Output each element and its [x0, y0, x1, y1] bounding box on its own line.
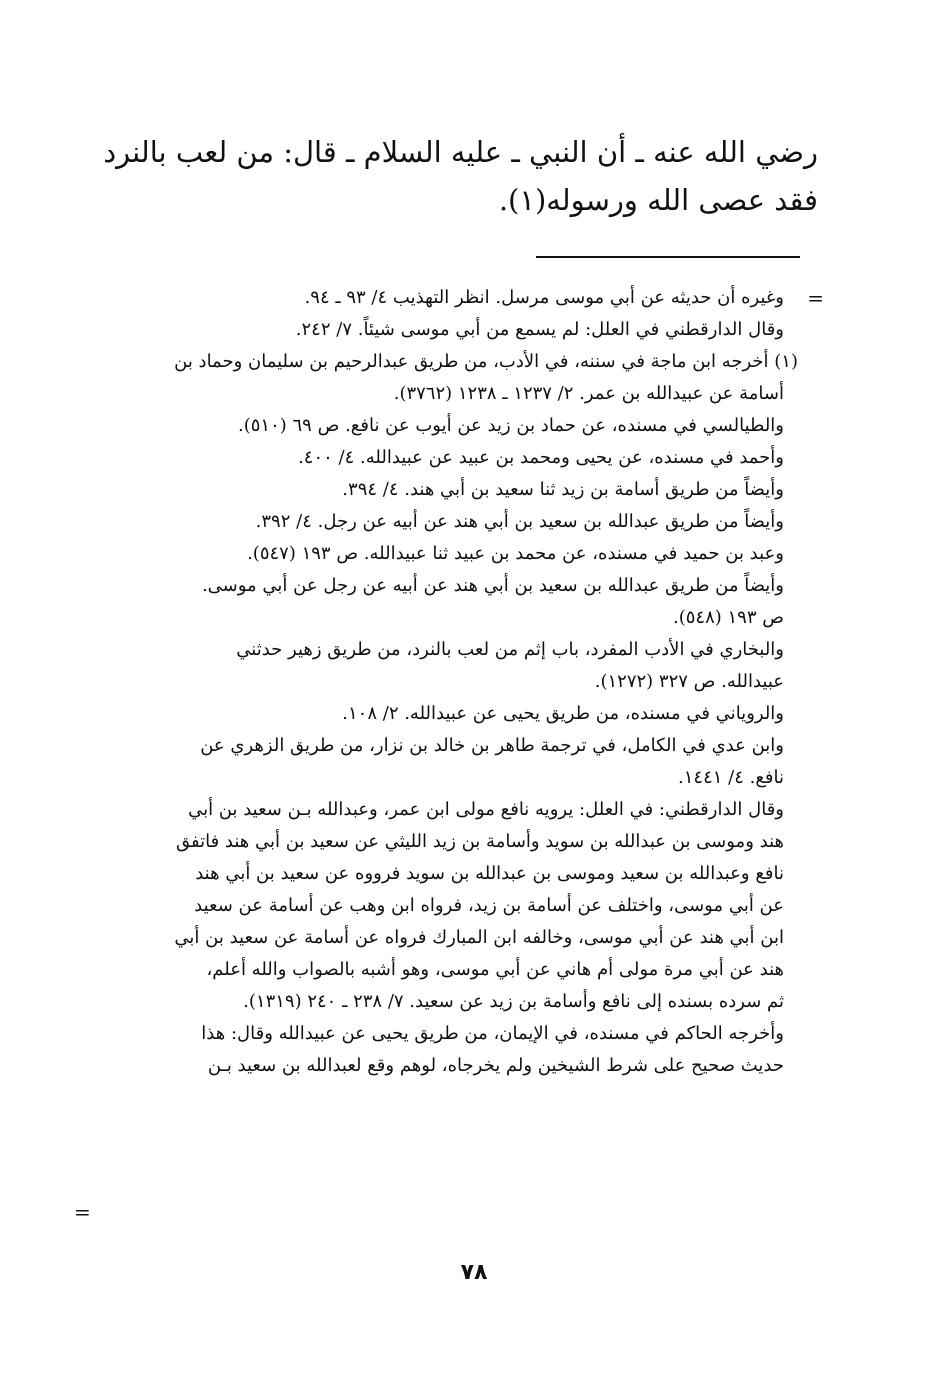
continuation-mark: = — [807, 286, 824, 310]
footnote-line: ثم سرده بسنده إلى نافع وأسامة بن زيد عن سعيد. ٧/ ٢٣٨ ـ ٢٤٠ (١٣١٩). — [243, 991, 784, 1012]
footnote-line: وغيره أن حديثه عن أبي موسى مرسل. انظر التهذيب ٤/ ٩٣ ـ ٩٤. — [304, 287, 784, 308]
trailing-continuation-mark: = — [74, 1200, 91, 1224]
footnote-line: حديث صحيح على شرط الشيخين ولم يخرجاه، لوهم وقع لعبدالله بن سعيد بـن — [207, 1055, 784, 1076]
footnote-line: والطيالسي في مسنده، عن حماد بن زيد عن أيوب عن نافع. ص ٦٩ (٥١٠). — [238, 415, 784, 436]
footnote-line: وقال الدارقطني: في العلل: يرويه نافع مولى ابن عمر، وعبدالله بـن سعيد بن أبي — [188, 799, 784, 820]
footnote-divider — [536, 256, 800, 258]
footnote-line: وأيضاً من طريق عبدالله بن سعيد بن أبي هند عن أبيه عن رجل. ٤/ ٣٩٢. — [255, 511, 784, 532]
main-text-line-1: رضي الله عنه ـ أن النبي ـ عليه السلام ـ قال: من لعب بالنرد — [103, 135, 818, 169]
footnote-line: وأخرجه الحاكم في مسنده، في الإيمان، من طريق يحيى عن عبيدالله وقال: هذا — [201, 1023, 784, 1044]
footnote-line: وابن عدي في الكامل، في ترجمة طاهر بن خالد بن نزار، من طريق الزهري عن — [200, 735, 784, 756]
footnote-line: عن أبي موسى، واختلف عن أسامة بن زيد، فرواه ابن وهب عن أسامة عن سعيد — [194, 895, 784, 916]
main-text-line-2: فقد عصى الله ورسوله(١). — [498, 183, 818, 217]
footnote-line: (١) أخرجه ابن ماجة في سننه، في الأدب، من طريق عبدالرحيم بن سليمان وحماد بن — [174, 351, 798, 372]
footnote-line: ابن أبي هند عن أبي موسى، وخالفه ابن المبارك فرواه عن أسامة عن سعيد بن أبي — [174, 927, 784, 948]
footnote-line: وعبد بن حميد في مسنده، عن محمد بن عبيد ثنا عبيدالله. ص ١٩٣ (٥٤٧). — [247, 543, 784, 564]
footnote-line: والبخاري في الأدب المفرد، باب إثم من لعب بالنرد، من طريق زهير حدثني — [236, 639, 784, 660]
footnote-line: وأيضاً من طريق عبدالله بن سعيد بن أبي هند عن أبيه عن رجل عن أبي موسى. — [201, 575, 784, 596]
footnote-line: هند وموسى بن عبدالله بن سويد وأسامة بن زيد الليثي عن سعيد بن أبي هند فاتفق — [175, 831, 784, 852]
page-number: ٧٨ — [460, 1260, 488, 1285]
footnote-line: وقال الدارقطني في العلل: لم يسمع من أبي موسى شيئاً. ٧/ ٢٤٢. — [295, 319, 784, 340]
footnote-line: والروياني في مسنده، من طريق يحيى عن عبيدالله. ٢/ ١٠٨. — [342, 703, 784, 724]
footnote-line: وأيضاً من طريق أسامة بن زيد ثنا سعيد بن أبي هند. ٤/ ٣٩٤. — [342, 479, 784, 500]
footnote-line: نافع وعبدالله بن سعيد وموسى بن عبدالله بن سويد فرووه عن سعيد بن أبي هند — [195, 863, 784, 884]
footnote-line: عبيدالله. ص ٣٢٧ (١٢٧٢). — [594, 671, 784, 692]
footnote-line: ص ١٩٣ (٥٤٨). — [672, 607, 784, 628]
footnote-line: نافع. ٤/ ١٤٤١. — [678, 767, 784, 788]
footnote-line: أسامة عن عبيدالله بن عمر. ٢/ ١٢٣٧ ـ ١٢٣٨ (٣٧٦٢). — [393, 383, 784, 404]
footnotes — [98, 282, 798, 1082]
footnote-line: وأحمد في مسنده، عن يحيى ومحمد بن عبيد عن عبيدالله. ٤/ ٤٠٠. — [298, 447, 784, 468]
main-text — [98, 128, 818, 224]
footnote-line: هند عن أبي مرة مولى أم هاني عن أبي موسى، وهو أشبه بالصواب والله أعلم، — [206, 959, 784, 980]
